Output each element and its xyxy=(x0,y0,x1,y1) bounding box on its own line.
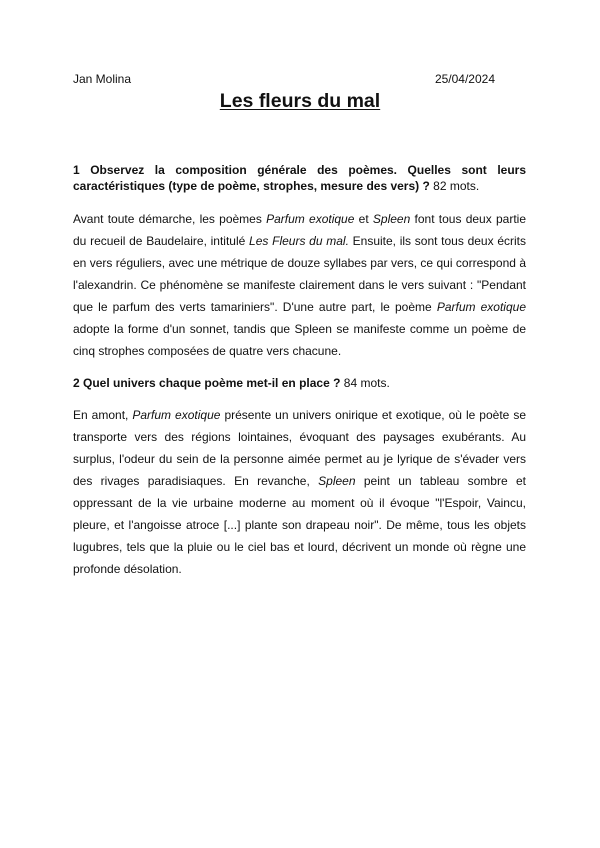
answer-2-paragraph xyxy=(73,404,526,580)
question-2-text: 2 Quel univers chaque poème met-il en place ? xyxy=(73,376,341,390)
answer-1-text-2: et xyxy=(354,212,373,226)
answer-2-text-3: peint un tableau sombre et oppressant de la vie urbaine moderne au moment où il évoque "l'Espoir, Vaincu, pleure, et l'angoisse atroce [...] plante son drapeau noir". De même, tous les objets lugubres, tels que la pluie ou le ciel bas et lourd, décrivent un monde où règne une profonde désolation. xyxy=(73,474,526,576)
document-title: Les fleurs du mal xyxy=(219,90,381,112)
question-1 xyxy=(73,162,526,194)
answer-1-italic-3: Les Fleurs du mal. xyxy=(249,234,349,248)
answer-2-text-1: En amont, xyxy=(73,408,133,422)
answer-1-text-4: Ensuite, ils sont tous deux écrits en vers réguliers, avec une métrique de douze syllabes par vers, ce qui correspond à l'alexandrin. Ce phénomène se manifeste clairement dans le vers suivant : "Pendant que le parfum des verts tamariniers". D'une autre part, le poème xyxy=(73,234,526,314)
answer-1-text-1: Avant toute démarche, les poèmes xyxy=(73,212,267,226)
answer-1-text-5: adopte la forme d'un sonnet, tandis que Spleen se manifeste comme un poème de cinq strophes composées de quatre vers chacune. xyxy=(73,322,526,358)
document-header xyxy=(73,72,495,88)
answer-1 xyxy=(73,208,526,362)
answer-2 xyxy=(73,404,526,580)
author-name: Jan Molina xyxy=(73,72,132,86)
question-2-word-count: 84 mots. xyxy=(343,376,390,390)
question-2-heading xyxy=(73,375,526,391)
answer-1-italic-4: Parfum exotique xyxy=(436,300,526,314)
question-1-heading xyxy=(73,162,526,194)
answer-1-italic-1: Parfum exotique xyxy=(266,212,355,226)
question-1-word-count: 82 mots. xyxy=(433,179,480,193)
question-2 xyxy=(73,375,526,391)
answer-1-paragraph xyxy=(73,208,526,362)
answer-2-italic-2: Spleen xyxy=(318,474,356,488)
question-1-text: 1 Observez la composition générale des poèmes. Quelles sont leurs caractéristiques (type de poème, strophes, mesure des vers) ? xyxy=(73,163,526,193)
answer-2-italic-1: Parfum exotique xyxy=(132,408,221,422)
answer-1-text-3: font tous deux partie du recueil de Baudelaire, intitulé xyxy=(73,212,526,248)
answer-2-text-2: présente un univers onirique et exotique, où le poète se transporte vers des régions lointaines, évoquant des paysages exubérants. Au surplus, l'odeur du sein de la personne aimée permet au je lyrique de s'évader vers des rivages paradisiaques. En revanche, xyxy=(73,408,527,488)
document-date: 25/04/2024 xyxy=(434,72,495,86)
answer-1-italic-2: Spleen xyxy=(372,212,411,226)
